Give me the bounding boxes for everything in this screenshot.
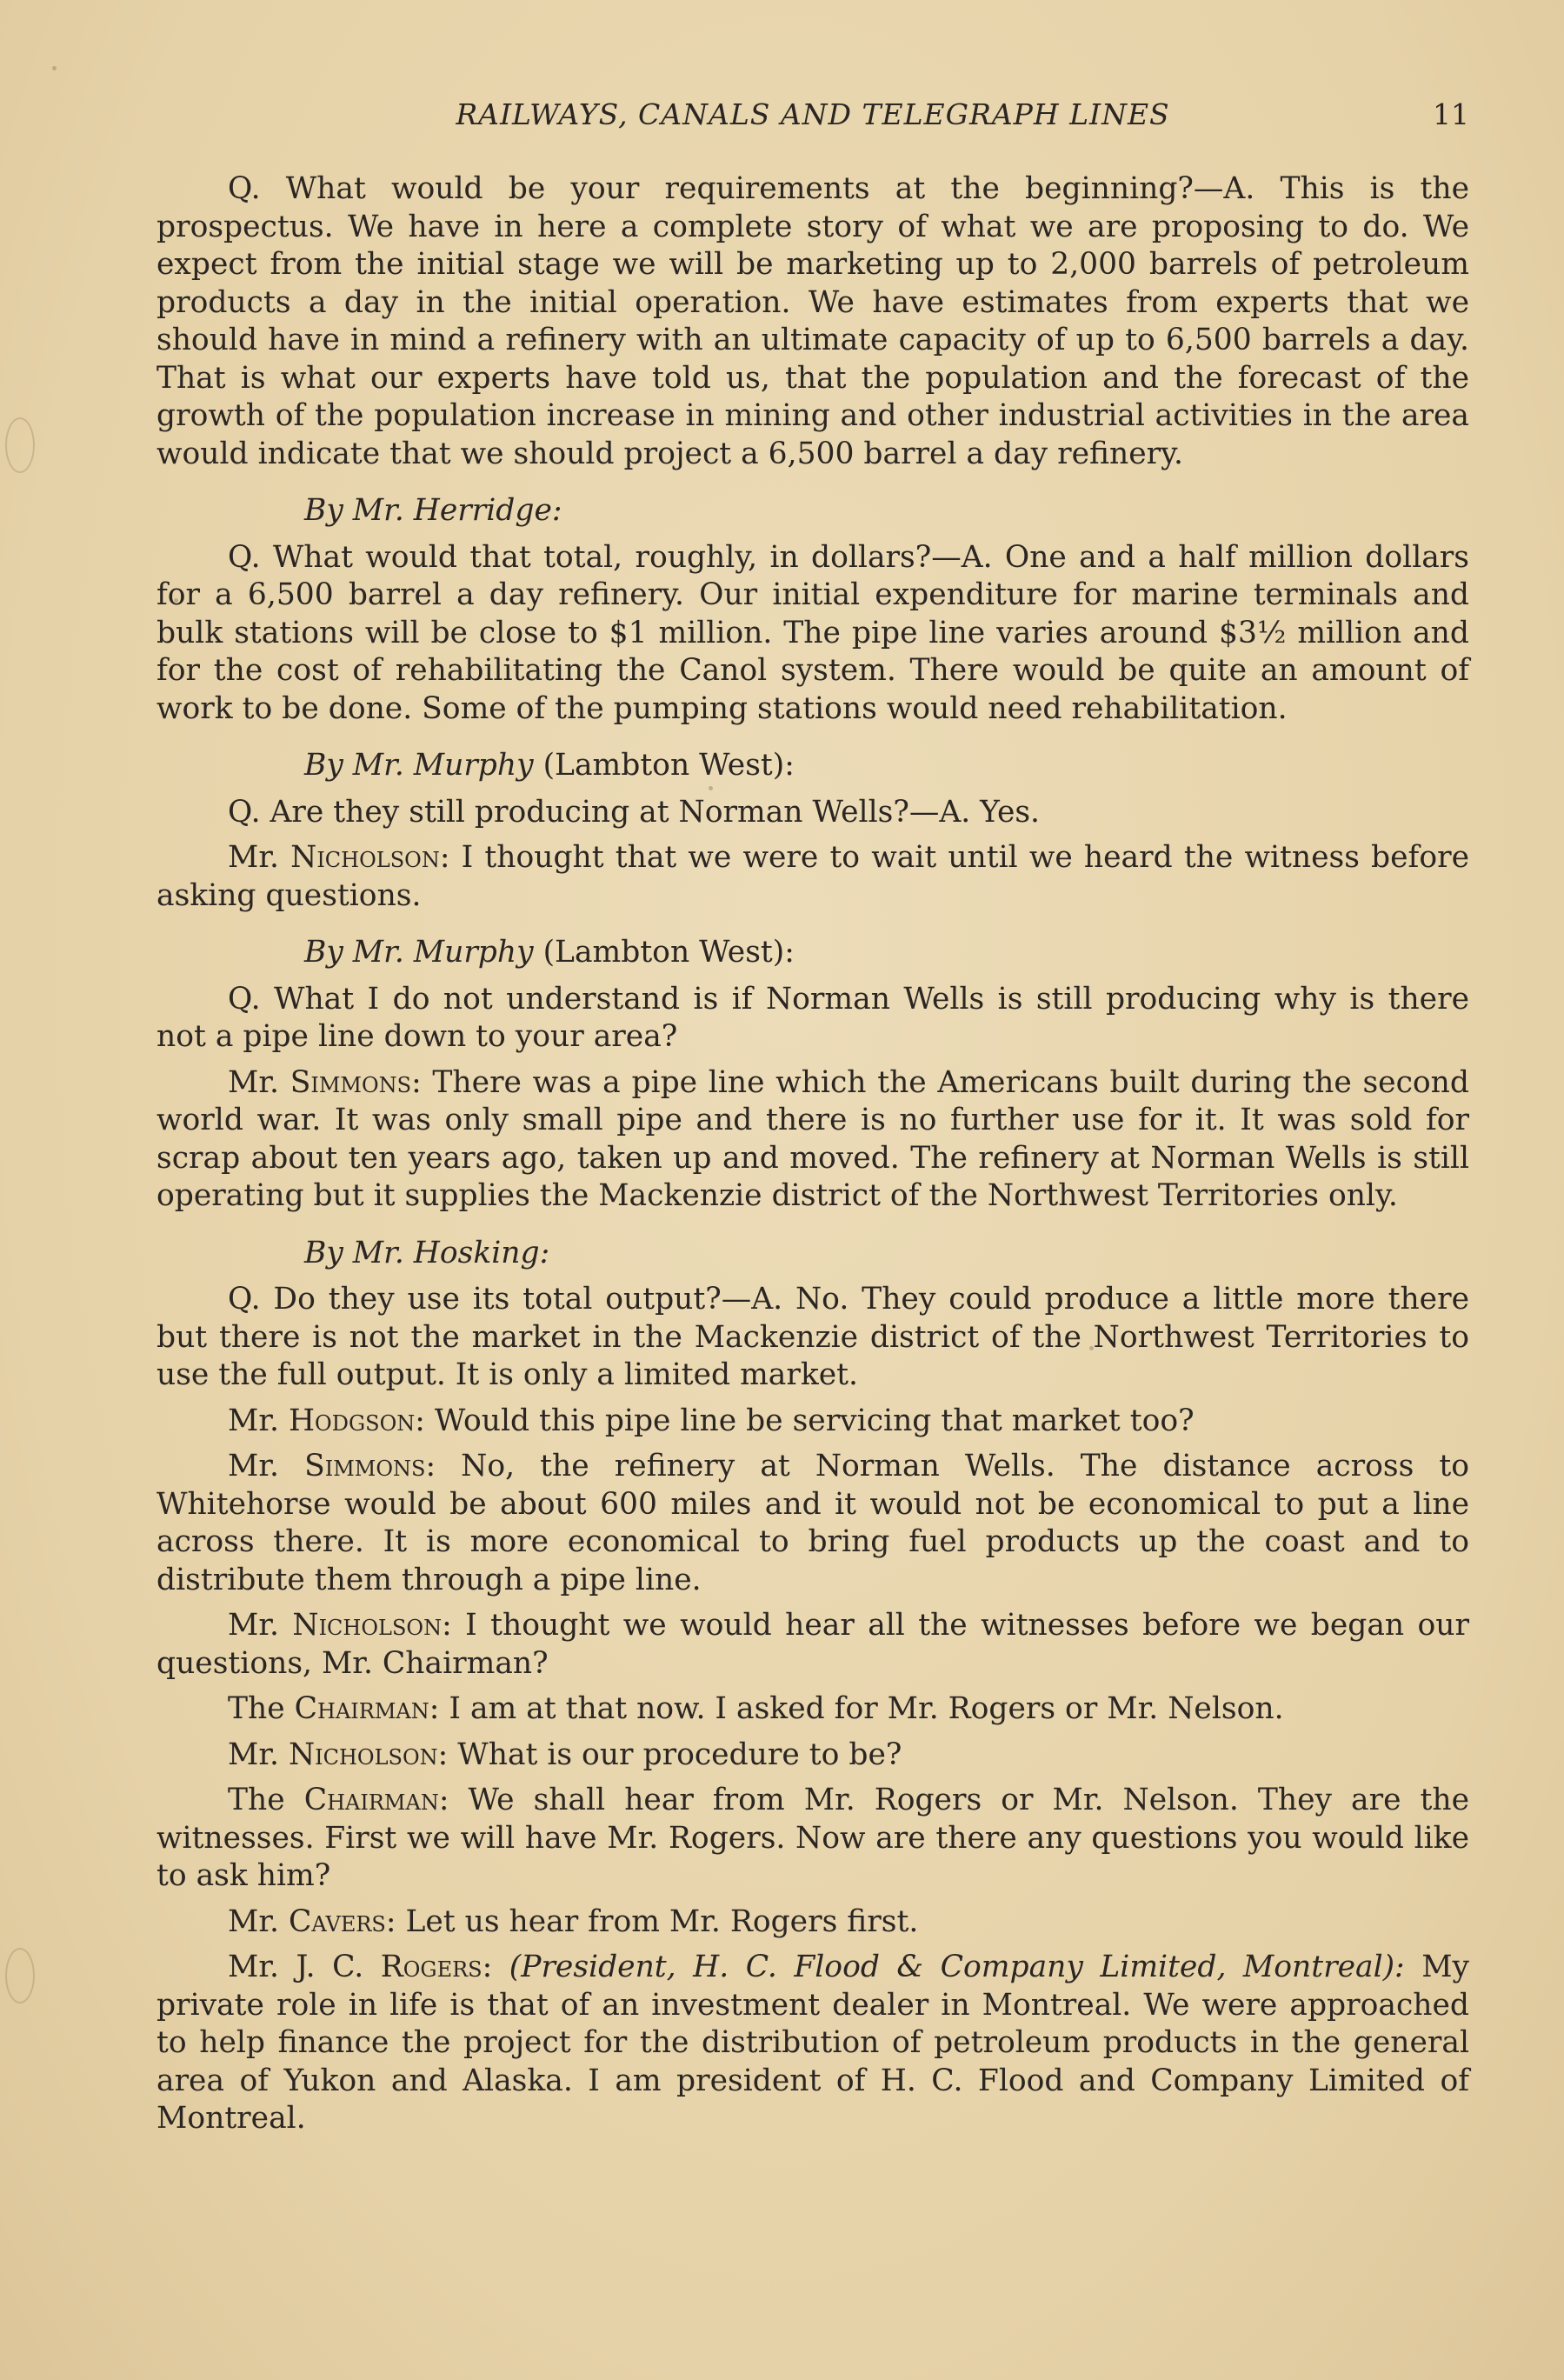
speaker-title: Mr. J. C. bbox=[228, 1950, 364, 1984]
question-answer: Q. What would that total, roughly, in dollars?—A. One and a half million dollars for a 6,500 barrel a day refinery. Our initial expenditure for marine terminals and bulk stations will be close to $1 million. The pipe line varies around $3½ million and for the cost of rehabilitating the Canol system. There would be quite an amount of work to be done. Some of the pumping stations would need rehabilitation. bbox=[156, 539, 1469, 726]
constituency: (Lambton West): bbox=[542, 935, 795, 970]
statement-text: I thought we would hear all the witnesses before we began our questions, Mr. Chairman? bbox=[156, 1608, 1469, 1681]
paper-fleck bbox=[709, 786, 713, 790]
paper-wear-mark bbox=[5, 1948, 35, 2003]
speaker-title: Mr. bbox=[228, 840, 279, 875]
examiner-byline: By Mr. Hosking: bbox=[304, 1235, 550, 1270]
page-body bbox=[156, 170, 1469, 2146]
statement-text: Would this pipe line be servicing that market too? bbox=[434, 1403, 1195, 1438]
speaker-statement bbox=[156, 1782, 1469, 1896]
speaker-statement bbox=[156, 1403, 1469, 1441]
speaker-name: Simmons: bbox=[304, 1449, 436, 1483]
speaker-name: Chairman: bbox=[303, 1783, 449, 1817]
speaker-statement bbox=[156, 1064, 1469, 1216]
speaker-title: Mr. bbox=[228, 1449, 279, 1483]
statement-text: My private role in life is that of an investment dealer in Montreal. We were approached to help finance the project for the distribution of petroleum products in the general area of Yukon and Alaska. I am president of H. C. Flood and Company Limited of Montreal. bbox=[156, 1950, 1470, 2136]
page-number: 11 bbox=[1433, 97, 1469, 131]
speaker-name: Cavers: bbox=[288, 1903, 396, 1939]
speaker-title: Mr. bbox=[228, 1903, 279, 1939]
running-title: RAILWAYS, CANALS AND TELEGRAPH LINES bbox=[456, 97, 1170, 131]
speaker-statement bbox=[156, 1903, 1469, 1942]
examiner-byline: By Mr. Murphy (Lambton West): bbox=[304, 935, 795, 970]
speaker-statement bbox=[156, 1607, 1469, 1683]
constituency: (Lambton West): bbox=[542, 748, 795, 783]
speaker-name: Simmons: bbox=[290, 1064, 422, 1100]
speaker-name: Nicholson: bbox=[290, 840, 450, 875]
speaker-title: Mr. bbox=[228, 1608, 279, 1643]
question-answer: Q. What would be your requirements at the beginning?—A. This is the prospectus. We have in here a complete story of what we are proposing to do. We expect from the initial stage we will be marketing up to 2,000 barrels of petroleum products a day in the initial operation. We have estimates from experts that we should have in mind a refinery with an ultimate capacity of up to 6,500 barrels a day. That is what our experts have told us, that the population and the forecast of the growth of the population increase in mining and other industrial activities in the area would indicate that we should project a 6,500 barrel a day refinery. bbox=[156, 171, 1469, 471]
speaker-name: Hodgson: bbox=[288, 1403, 425, 1438]
statement-text: I thought that we were to wait until we heard the witness before asking questions. bbox=[156, 840, 1470, 913]
examiner-byline: By Mr. Herridge: bbox=[304, 493, 562, 528]
speaker-title: Mr. bbox=[228, 1403, 279, 1438]
statement-text: There was a pipe line which the Americans built during the second world war. It was only small pipe and there is no further use for it. It was sold for scrap about ten years ago, taken up and moved. The refinery at Norman Wells is still operating but it supplies the Mackenzie district of the Northwest Territories only. bbox=[156, 1064, 1469, 1213]
speaker-statement bbox=[156, 1949, 1469, 2138]
speaker-statement bbox=[156, 839, 1469, 915]
speaker-role: (President, H. C. Flood & Company Limited, Montreal): bbox=[509, 1950, 1405, 1984]
running-header bbox=[156, 97, 1469, 141]
paper-wear-mark bbox=[5, 417, 35, 473]
question-answer: Q. What I do not understand is if Norman Wells is still producing why is there not a pipe line down to your area? bbox=[156, 981, 1469, 1054]
speaker-title: The bbox=[228, 1783, 285, 1817]
statement-text: What is our procedure to be? bbox=[457, 1737, 902, 1772]
statement-text: I am at that now. I asked for Mr. Rogers or Mr. Nelson. bbox=[449, 1691, 1284, 1726]
question-answer: Q. Do they use its total output?—A. No. They could produce a little more there but there is not the market in the Mackenzie district of the Northwest Territories to use the full output. It is only a limited market. bbox=[156, 1282, 1469, 1392]
speaker-name: Nicholson: bbox=[292, 1608, 452, 1643]
speaker-statement bbox=[156, 1737, 1469, 1775]
statement-text: No, the refinery at Norman Wells. The distance across to Whitehorse would be about 600 miles and it would not be economical to put a line across there. It is more economical to bring fuel products up the coast and to distribute them through a pipe line. bbox=[156, 1449, 1470, 1597]
question-answer: Q. Are they still producing at Norman Wells?—A. Yes. bbox=[228, 794, 1041, 830]
speaker-name: Chairman: bbox=[294, 1691, 440, 1726]
speaker-title: Mr. bbox=[228, 1064, 279, 1100]
statement-text: We shall hear from Mr. Rogers or Mr. Nelson. They are the witnesses. First we will have Mr. Rogers. Now are there any questions you would like to ask him? bbox=[156, 1783, 1470, 1893]
examiner-byline: By Mr. Murphy (Lambton West): bbox=[304, 748, 795, 783]
paper-fleck bbox=[174, 598, 178, 603]
paper-fleck bbox=[1089, 1346, 1094, 1350]
speaker-title: Mr. bbox=[228, 1737, 279, 1772]
speaker-name: Rogers: bbox=[380, 1950, 493, 1984]
speaker-statement bbox=[156, 1448, 1469, 1599]
speaker-name: Nicholson: bbox=[288, 1737, 449, 1772]
speaker-statement bbox=[156, 1690, 1469, 1729]
paper-fleck bbox=[52, 66, 57, 70]
speaker-title: The bbox=[228, 1691, 285, 1726]
statement-text: Let us hear from Mr. Rogers first. bbox=[405, 1903, 919, 1939]
